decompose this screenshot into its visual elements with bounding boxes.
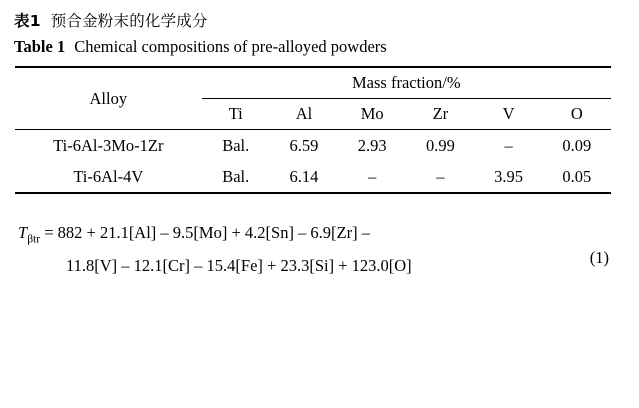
row-value-o: 0.09 — [562, 135, 592, 155]
equation-line-1-text: = 882 + 21.1[Al] – 9.5[Mo] + 4.2[Sn] – 6.9[Zr] – — [44, 223, 370, 242]
row-value-mo: – — [368, 166, 377, 186]
row-value-v: – — [504, 135, 513, 155]
equation-line-2: 11.8[V] – 12.1[Cr] – 15.4[Fe] + 23.3[Si] + 123.0[O] — [66, 256, 412, 275]
row-value-ti: Bal. — [222, 135, 250, 155]
compositions-table — [15, 66, 611, 194]
header-element-al: Al — [295, 104, 313, 123]
row-value-zr: – — [436, 166, 445, 186]
header-element-zr: Zr — [432, 104, 449, 123]
equation-line-1 — [18, 216, 625, 249]
table-row — [15, 130, 611, 161]
row-value-o: 0.05 — [562, 166, 592, 186]
table-row — [15, 161, 611, 193]
table-caption-english-text: Chemical compositions of pre-alloyed powders — [74, 37, 387, 56]
table-caption-english-label: Table 1 — [14, 37, 66, 56]
table-bottom-rule — [15, 193, 611, 194]
equation-block — [14, 216, 625, 282]
row-alloy-name: Ti-6Al-3Mo-1Zr — [53, 135, 164, 155]
table-header-row-group — [15, 68, 611, 99]
table-caption-english — [14, 36, 625, 58]
equation-symbol: T — [18, 223, 28, 242]
row-value-ti: Bal. — [222, 166, 250, 186]
header-element-v: V — [502, 104, 515, 123]
row-value-al: 6.59 — [289, 135, 319, 155]
table-caption-chinese-label: 表1 — [14, 12, 41, 30]
header-mass-fraction: Mass fraction/% — [202, 68, 611, 99]
equation-number: (1) — [589, 248, 609, 267]
header-element-mo: Mo — [360, 104, 384, 123]
row-value-v: 3.95 — [494, 166, 524, 186]
row-value-al: 6.14 — [289, 166, 319, 186]
row-value-mo: 2.93 — [357, 135, 387, 155]
table-caption-chinese-text: 预合金粉末的化学成分 — [50, 12, 208, 30]
table-caption-chinese — [14, 10, 625, 32]
equation-subscript: βtr — [27, 233, 41, 246]
header-element-o: O — [570, 104, 583, 123]
header-element-ti: Ti — [228, 104, 243, 123]
header-alloy: Alloy — [89, 88, 128, 108]
row-alloy-name: Ti-6Al-4V — [73, 166, 144, 186]
row-value-zr: 0.99 — [425, 135, 455, 155]
